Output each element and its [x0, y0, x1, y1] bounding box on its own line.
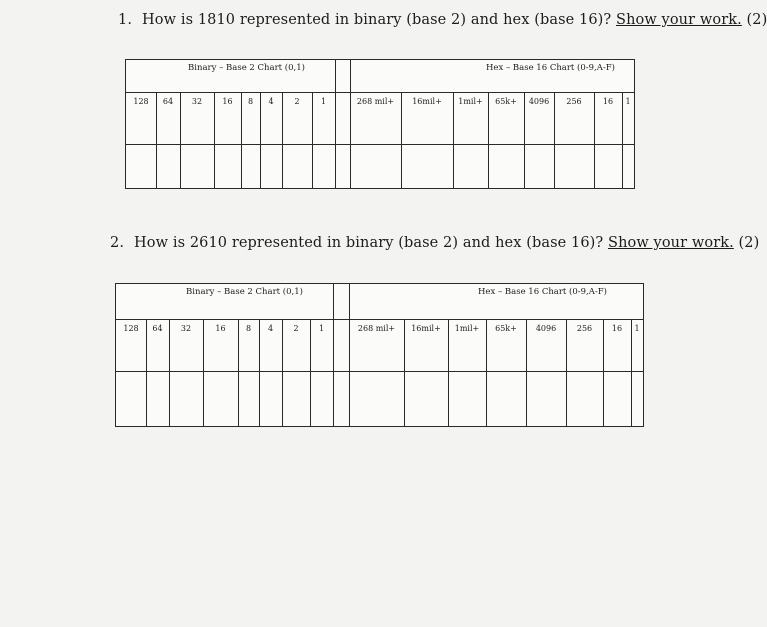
hex-place-header: 1mil+: [454, 324, 480, 333]
binary-answer-cell[interactable]: [310, 371, 333, 426]
question-number: 1.: [118, 12, 133, 28]
hex-answer-cell[interactable]: [594, 144, 622, 188]
hex-answer-cell[interactable]: [448, 371, 486, 426]
binary-place-header: 8: [247, 97, 254, 106]
binary-place-header: 128: [133, 97, 149, 106]
hex-place-header: 16: [611, 324, 623, 333]
hex-place-header: 4096: [528, 97, 550, 106]
hex-answer-cell[interactable]: [622, 144, 634, 188]
binary-answer-cell[interactable]: [260, 144, 282, 188]
binary-place-header: 8: [245, 324, 252, 333]
binary-answer-cell[interactable]: [282, 144, 312, 188]
question-text: How is 1810 represented in binary (base 2) and hex (base 16)?: [142, 12, 612, 28]
question-text: How is 2610 represented in binary (base 2) and hex (base 16)?: [134, 235, 604, 251]
binary-place-header: 2: [294, 97, 300, 106]
hex-answer-cell[interactable]: [401, 144, 453, 188]
hex-answer-cell[interactable]: [524, 144, 554, 188]
hex-place-header: 16mil+: [411, 324, 441, 333]
points-label: (2): [738, 235, 760, 251]
hex-answer-cell[interactable]: [554, 144, 594, 188]
binary-place-header: 64: [152, 324, 163, 333]
header-divider-line: [116, 319, 643, 320]
question-number: 2.: [110, 235, 125, 251]
binary-chart-title: Binary – Base 2 Chart (0,1): [186, 287, 303, 297]
hex-chart-title: Hex – Base 16 Chart (0-9,A-F): [486, 63, 615, 73]
hex-answer-cell[interactable]: [486, 371, 526, 426]
question-2: [110, 235, 759, 251]
binary-place-header: 1: [318, 324, 325, 333]
binary-answer-cell[interactable]: [312, 144, 335, 188]
hex-place-header: 16mil+: [412, 97, 442, 106]
section-divider-line: [333, 284, 334, 426]
show-work-label: Show your work.: [608, 235, 734, 251]
hex-place-header: 1mil+: [458, 97, 483, 106]
hex-place-header: 16: [602, 97, 614, 106]
binary-answer-cell[interactable]: [241, 144, 260, 188]
binary-place-header: 64: [162, 97, 174, 106]
conversion-chart-1: [125, 59, 635, 189]
header-divider-line: [126, 92, 634, 93]
hex-place-header: 65k+: [495, 324, 517, 333]
binary-place-header: 32: [180, 324, 192, 333]
binary-answer-cell[interactable]: [238, 371, 259, 426]
hex-place-header: 1: [625, 97, 631, 106]
binary-answer-cell[interactable]: [169, 371, 203, 426]
binary-place-header: 128: [123, 324, 139, 333]
hex-place-header: 268 mil+: [357, 324, 396, 333]
conversion-chart-2: [115, 283, 644, 427]
binary-answer-cell[interactable]: [180, 144, 214, 188]
hex-place-header: 268 mil+: [356, 97, 395, 106]
binary-answer-cell[interactable]: [282, 371, 310, 426]
points-label: (2): [746, 12, 767, 28]
binary-answer-cell[interactable]: [126, 144, 156, 188]
hex-answer-cell[interactable]: [566, 371, 603, 426]
hex-answer-cell[interactable]: [526, 371, 566, 426]
binary-place-header: 32: [191, 97, 203, 106]
hex-place-header: 1: [634, 324, 640, 333]
question-1: [118, 12, 767, 28]
show-work-label: Show your work.: [616, 12, 742, 28]
binary-place-header: 4: [267, 324, 274, 333]
binary-answer-cell[interactable]: [214, 144, 241, 188]
binary-answer-cell[interactable]: [203, 371, 238, 426]
hex-place-header: 4096: [535, 324, 557, 333]
binary-place-header: 4: [268, 97, 274, 106]
hex-answer-cell[interactable]: [488, 144, 524, 188]
hex-place-header: 65k+: [495, 97, 517, 106]
binary-place-header: 2: [293, 324, 299, 333]
hex-answer-cell[interactable]: [349, 371, 404, 426]
hex-answer-cell[interactable]: [404, 371, 448, 426]
binary-place-header: 1: [320, 97, 327, 106]
hex-answer-cell[interactable]: [631, 371, 643, 426]
section-divider-line: [335, 60, 336, 188]
hex-answer-cell[interactable]: [603, 371, 631, 426]
hex-chart-title: Hex – Base 16 Chart (0-9,A-F): [478, 287, 607, 297]
hex-place-header: 256: [576, 324, 593, 333]
binary-answer-cell[interactable]: [116, 371, 146, 426]
binary-answer-cell[interactable]: [156, 144, 180, 188]
hex-place-header: 256: [566, 97, 582, 106]
hex-answer-cell[interactable]: [453, 144, 488, 188]
hex-answer-cell[interactable]: [350, 144, 401, 188]
binary-place-header: 16: [215, 324, 226, 333]
binary-chart-title: Binary – Base 2 Chart (0,1): [188, 63, 305, 73]
binary-answer-cell[interactable]: [259, 371, 282, 426]
binary-answer-cell[interactable]: [146, 371, 169, 426]
binary-place-header: 16: [222, 97, 233, 106]
